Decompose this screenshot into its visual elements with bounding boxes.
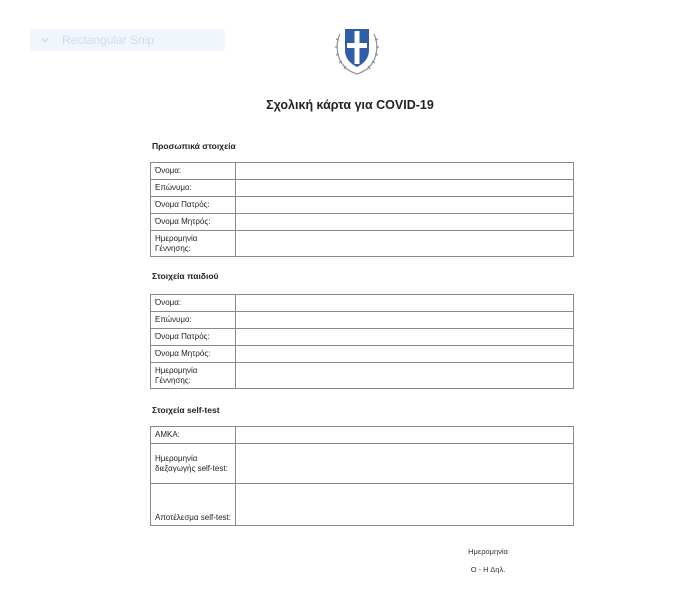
field-value[interactable]	[236, 231, 574, 257]
field-label: Όνομα Μητρός:	[151, 346, 236, 363]
greek-coat-of-arms-icon	[333, 20, 381, 76]
field-value[interactable]	[236, 312, 574, 329]
field-value[interactable]	[236, 197, 574, 214]
field-label: Όνομα Πατρός:	[151, 329, 236, 346]
field-label: Όνομα:	[151, 163, 236, 180]
field-value[interactable]	[236, 363, 574, 389]
document-title: Σχολική κάρτα για COVID-19	[266, 98, 434, 112]
field-value[interactable]	[236, 484, 574, 526]
date-label: Ημερομηνία	[468, 547, 508, 556]
field-value[interactable]	[236, 444, 574, 484]
field-label: Όνομα Πατρός:	[151, 197, 236, 214]
section-title-child: Στοιχεία παιδιού	[152, 271, 219, 281]
field-value[interactable]	[236, 214, 574, 231]
field-label: Όνομα Μητρός:	[151, 214, 236, 231]
field-value[interactable]	[236, 180, 574, 197]
field-value[interactable]	[236, 295, 574, 312]
snip-mode-label: Rectangular Snip	[62, 33, 155, 47]
section-title-self-test: Στοιχεία self-test	[152, 405, 220, 415]
field-value[interactable]	[236, 427, 574, 444]
child-details-table	[150, 294, 574, 389]
field-label: ΑΜΚΑ:	[151, 427, 236, 444]
personal-details-table	[150, 162, 574, 257]
field-label: Αποτέλεσμα self-test:	[151, 484, 236, 526]
signature-label: Ο - Η Δηλ.	[470, 565, 506, 574]
chevron-down-icon	[38, 33, 52, 47]
self-test-table	[150, 426, 574, 526]
field-label: Ημερομηνία διεξαγωγής self-test:	[151, 444, 236, 484]
field-value[interactable]	[236, 329, 574, 346]
field-value[interactable]	[236, 346, 574, 363]
section-title-personal: Προσωπικά στοιχεία	[152, 141, 236, 151]
field-value[interactable]	[236, 163, 574, 180]
field-label: Ημερομηνία Γέννησης:	[151, 363, 236, 389]
rectangular-snip-dropdown[interactable]	[30, 29, 225, 51]
field-label: Επώνυμο:	[151, 180, 236, 197]
field-label: Επώνυμο:	[151, 312, 236, 329]
field-label: Ημερομηνία Γέννησης:	[151, 231, 236, 257]
field-label: Όνομα:	[151, 295, 236, 312]
